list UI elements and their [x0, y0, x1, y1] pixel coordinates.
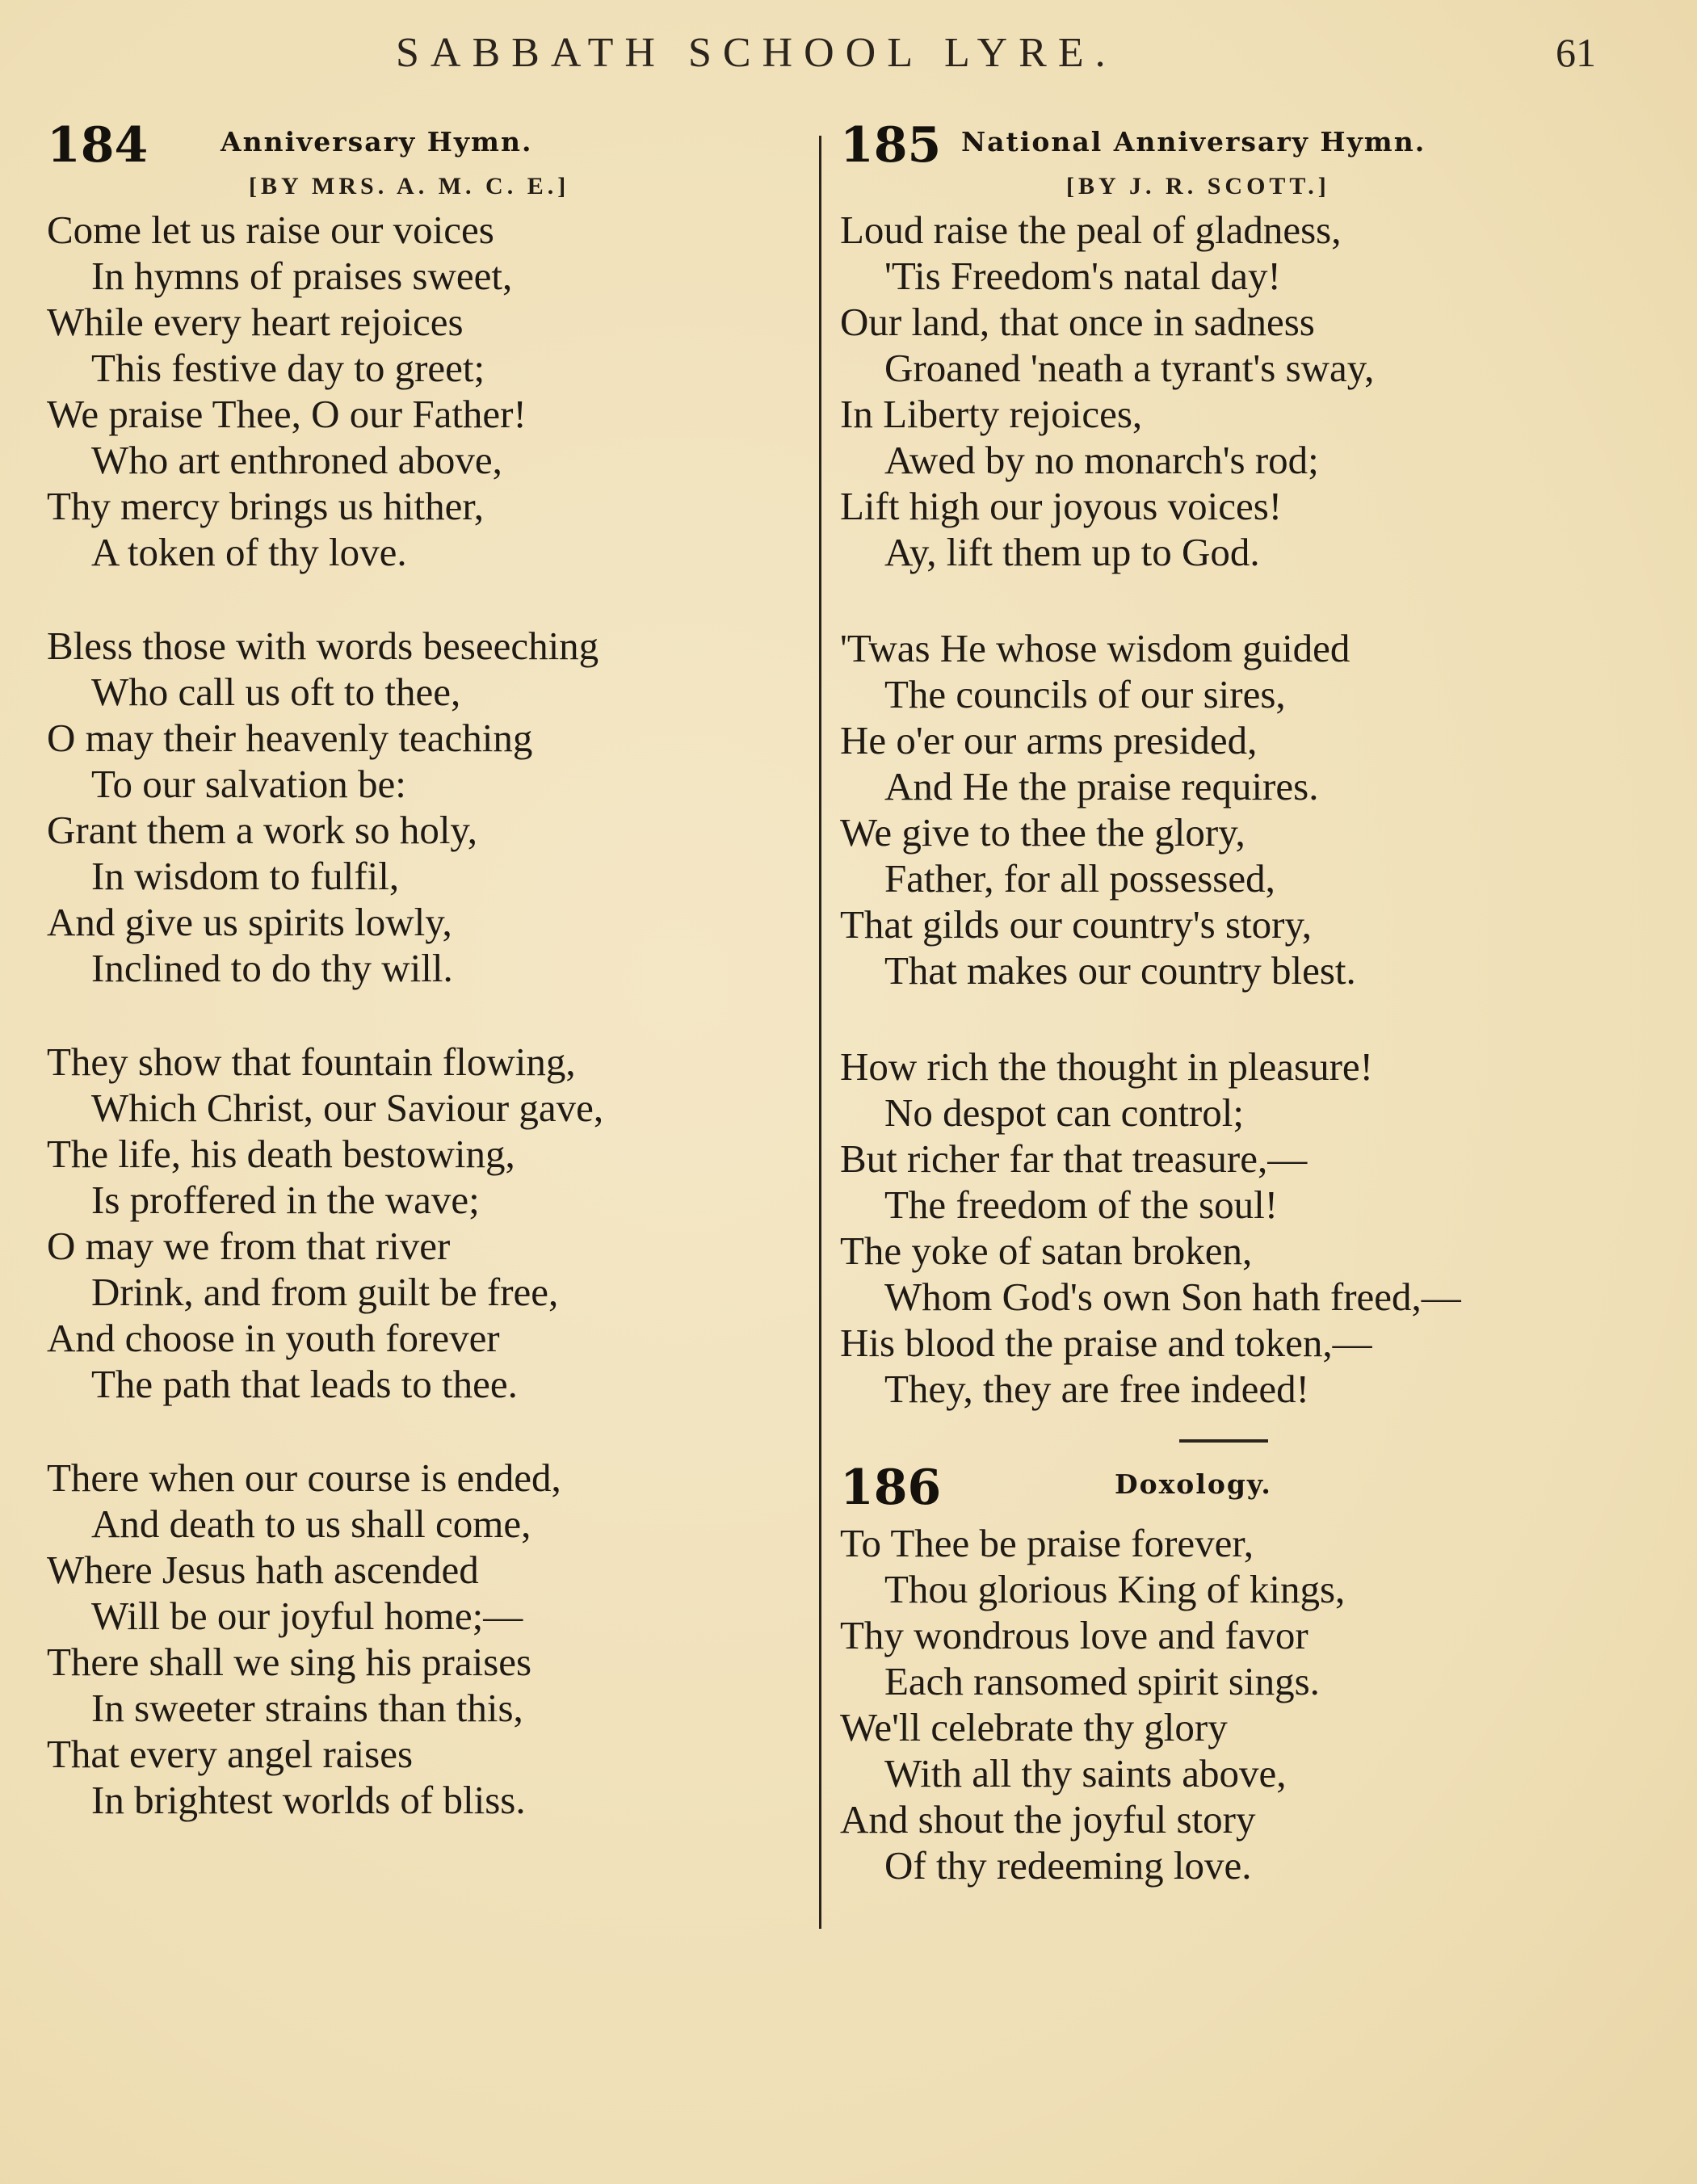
hymn-185-heading [840, 117, 1656, 174]
verse-line: Where Jesus hath ascended [47, 1548, 479, 1592]
hymn-number: 184 [47, 117, 149, 174]
verse-line: With all thy saints above, [884, 1751, 1287, 1796]
stanza [47, 207, 798, 575]
verse-line: In brightest worlds of bliss. [91, 1778, 526, 1822]
page-number: 61 [1556, 30, 1596, 75]
verse-line: Lift high our joyous voices! [840, 484, 1283, 528]
hymn-186-heading [840, 1460, 1656, 1516]
verse-line: Ay, lift them up to God. [884, 530, 1260, 574]
stanza [840, 625, 1656, 993]
verse-line: Is proffered in the wave; [91, 1178, 480, 1222]
verse-line: In hymns of praises sweet, [91, 254, 513, 298]
left-column [47, 117, 798, 1823]
verse-line: Who art enthroned above, [91, 438, 502, 482]
verse-line: Awed by no monarch's rod; [884, 438, 1319, 482]
verse-line: That makes our country blest. [884, 948, 1356, 993]
verse-line: O may their heavenly teaching [47, 716, 533, 760]
verse-line: A token of thy love. [91, 530, 407, 574]
verse-line: And give us spirits lowly, [47, 900, 452, 944]
verse-line: Which Christ, our Saviour gave, [91, 1086, 604, 1130]
verse-line: That every angel raises [47, 1732, 414, 1776]
verse-line: The councils of our sires, [884, 672, 1286, 716]
hymn-184-heading [47, 117, 798, 174]
hymn-number: 185 [840, 117, 942, 174]
stanza [47, 1455, 798, 1823]
verse-line: This festive day to greet; [91, 346, 485, 390]
verse-line: In sweeter strains than this, [91, 1686, 523, 1730]
verse-line: To our salvation be: [91, 762, 406, 806]
verse-line: In Liberty rejoices, [840, 392, 1143, 436]
verse-line: Come let us raise our voices [47, 208, 494, 252]
verse-line: Groaned 'neath a tyrant's sway, [884, 346, 1375, 390]
verse-line: While every heart rejoices [47, 300, 464, 344]
stanza [840, 1044, 1656, 1412]
verse-line: But richer far that treasure,— [840, 1136, 1308, 1181]
verse-line: The yoke of satan broken, [840, 1228, 1253, 1273]
running-title: SABBATH SCHOOL LYRE. [396, 30, 1117, 76]
verse-line: Drink, and from guilt be free, [91, 1270, 559, 1314]
right-column [840, 117, 1656, 1888]
verse-line: The freedom of the soul! [884, 1182, 1279, 1227]
section-divider [1179, 1439, 1268, 1443]
hymn-number: 186 [840, 1460, 942, 1516]
verse-line: Each ransomed spirit sings. [884, 1659, 1320, 1703]
verse-line: We'll celebrate thy glory [840, 1705, 1228, 1749]
stanza [47, 1039, 798, 1407]
column-divider [819, 136, 821, 1929]
verse-line: How rich the thought in pleasure! [840, 1044, 1373, 1089]
verse-line: They, they are free indeed! [884, 1367, 1309, 1411]
verse-line: His blood the praise and token,— [840, 1321, 1372, 1365]
verse-line: The life, his death bestowing, [47, 1132, 515, 1176]
hymn-title: National Anniversary Hymn. [961, 126, 1426, 158]
hymn-author: [BY J. R. SCOTT.] [1066, 173, 1330, 200]
verse-line: Who call us oft to thee, [91, 670, 461, 714]
verse-line: We give to thee the glory, [840, 810, 1245, 855]
verse-line: There when our course is ended, [47, 1455, 561, 1500]
verse-line: Of thy redeeming love. [884, 1843, 1252, 1888]
stanza [840, 1520, 1656, 1888]
verse-line: 'Twas He whose wisdom guided [840, 626, 1350, 670]
verse-line: Thy wondrous love and favor [840, 1613, 1308, 1657]
verse-line: And He the praise requires. [884, 764, 1319, 808]
verse-line: No despot can control; [884, 1090, 1244, 1135]
verse-line: In wisdom to fulfil, [91, 854, 400, 898]
hymn-title: Doxology. [1115, 1468, 1272, 1500]
verse-line: Thou glorious King of kings, [884, 1567, 1346, 1611]
verse-line: He o'er our arms presided, [840, 718, 1258, 762]
verse-line: Our land, that once in sadness [840, 300, 1315, 344]
verse-line: And death to us shall come, [91, 1502, 531, 1546]
hymn-author: [BY MRS. A. M. C. E.] [249, 173, 570, 200]
verse-line: To Thee be praise forever, [840, 1521, 1254, 1565]
verse-line: Father, for all possessed, [884, 856, 1275, 901]
verse-line: And choose in youth forever [47, 1316, 500, 1360]
verse-line: Loud raise the peal of gladness, [840, 208, 1342, 252]
verse-line: There shall we sing his praises [47, 1640, 532, 1684]
verse-line: The path that leads to thee. [91, 1362, 518, 1406]
verse-line: 'Tis Freedom's natal day! [884, 254, 1281, 298]
verse-line: We praise Thee, O our Father! [47, 392, 527, 436]
verse-line: Bless those with words beseeching [47, 624, 599, 668]
verse-line: Will be our joyful home;— [91, 1594, 523, 1638]
hymn-title: Anniversary Hymn. [221, 126, 533, 158]
verse-line: They show that fountain flowing, [47, 1040, 576, 1084]
verse-line: That gilds our country's story, [840, 902, 1313, 947]
verse-line: And shout the joyful story [840, 1797, 1256, 1842]
verse-line: Inclined to do thy will. [91, 946, 453, 990]
stanza [840, 207, 1656, 575]
verse-line: O may we from that river [47, 1224, 451, 1268]
stanza [47, 623, 798, 991]
verse-line: Grant them a work so holy, [47, 808, 477, 852]
verse-line: Thy mercy brings us hither, [47, 484, 485, 528]
verse-line: Whom God's own Son hath freed,— [884, 1275, 1461, 1319]
